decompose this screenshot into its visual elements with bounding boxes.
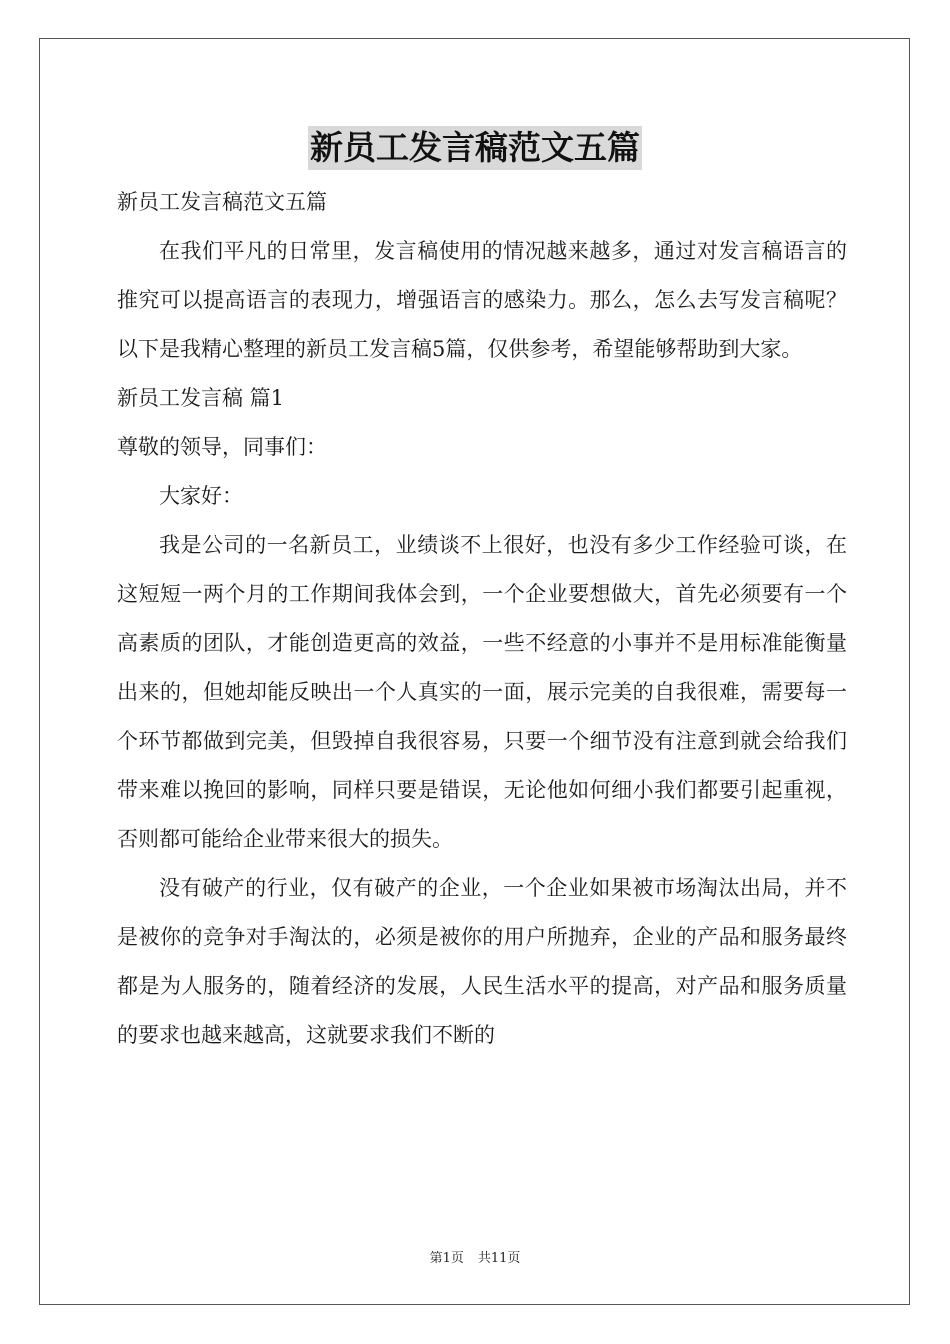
title-container <box>0 126 950 170</box>
page-footer <box>0 1247 950 1266</box>
page-total: 共11页 <box>477 1251 521 1266</box>
intro-paragraph: 在我们平凡的日常里，发言稿使用的情况越来越多，通过对发言稿语言的推究可以提高语言的表现力，增强语言的感染力。那么，怎么去写发言稿呢？以下是我精心整理的新员工发言稿5篇，仅供参考，希望能够帮助到大家。 <box>117 239 847 361</box>
document-title: 新员工发言稿范文五篇 <box>308 126 642 170</box>
subtitle-paragraph: 新员工发言稿范文五篇 <box>117 190 327 214</box>
salutation: 尊敬的领导，同事们： <box>117 435 327 459</box>
page-number: 第1页 <box>429 1251 464 1266</box>
document-body <box>117 178 847 1060</box>
section-heading: 新员工发言稿 篇1 <box>117 386 285 410</box>
body-paragraph: 没有破产的行业，仅有破产的企业，一个企业如果被市场淘汰出局，并不是被你的竞争对手淘汰的，必须是被你的用户所抛弃，企业的产品和服务最终都是为人服务的，随着经济的发展，人民生活水平的提高，对产品和服务质量的要求也越来越高，这就要求我们不断的 <box>117 876 847 1047</box>
greeting: 大家好： <box>159 484 243 508</box>
body-paragraph: 我是公司的一名新员工，业绩谈不上很好，也没有多少工作经验可谈，在这短短一两个月的工作期间我体会到，一个企业要想做大，首先必须要有一个高素质的团队，才能创造更高的效益，一些不经意的小事并不是用标准能衡量出来的，但她却能反映出一个人真实的一面，展示完美的自我很难，需要每一个环节都做到完美，但毁掉自我很容易，只要一个细节没有注意到就会给我们带来难以挽回的影响，同样只要是错误，无论他如何细小我们都要引起重视，否则都可能给企业带来很大的损失。 <box>117 533 847 851</box>
